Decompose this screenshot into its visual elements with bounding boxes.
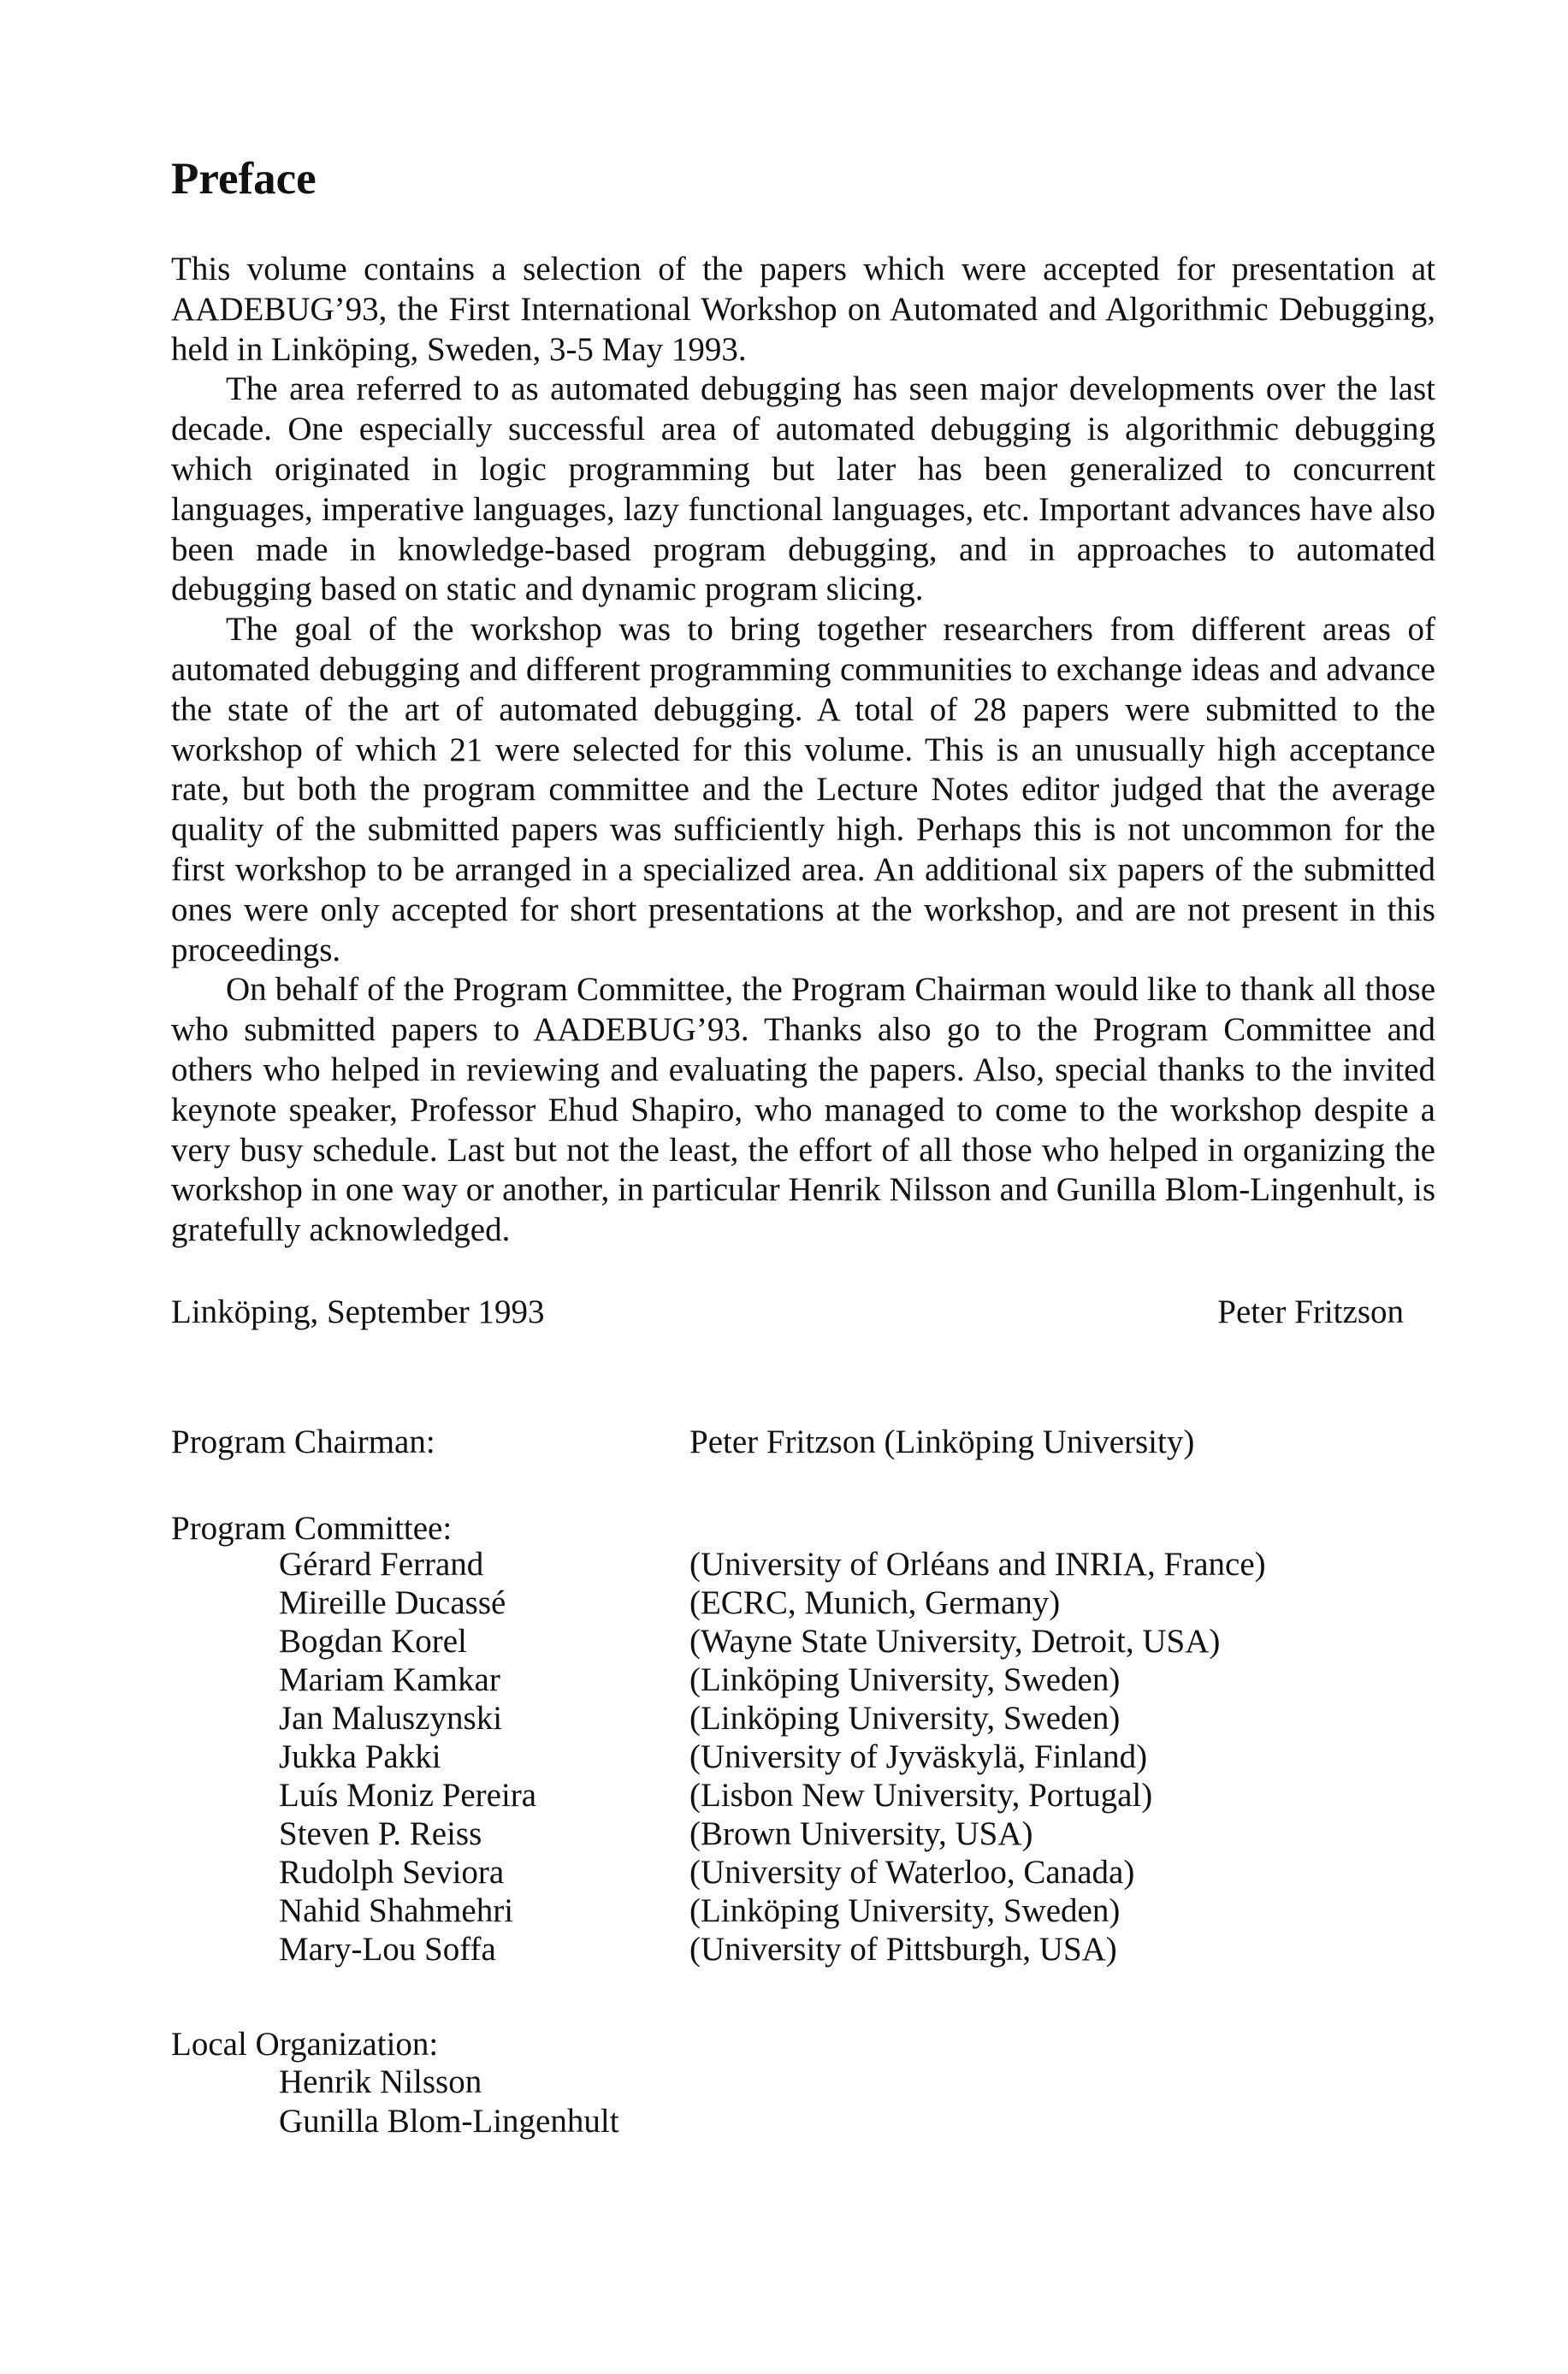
member-name: Mary-Lou Soffa bbox=[279, 1931, 496, 1968]
member-affiliation: (University of Pittsburgh, USA) bbox=[689, 1931, 1117, 1968]
local-organization-list bbox=[279, 2063, 619, 2141]
committee-member bbox=[279, 1622, 1528, 1661]
program-chairman-label: Program Chairman: bbox=[171, 1424, 435, 1460]
paragraph: This volume contains a selection of the papers which were accepted for presentation at AADEBUG’93, the First International Workshop on Automated and Algorithmic Debugging, held in Linköping, Sweden, 3-5 May 1993. bbox=[171, 251, 1435, 368]
committee-member bbox=[279, 1738, 1528, 1776]
committee-member bbox=[279, 1776, 1528, 1815]
member-name: Bogdan Korel bbox=[279, 1623, 467, 1660]
member-name: Nahid Shahmehri bbox=[279, 1892, 514, 1929]
member-name: Jukka Pakki bbox=[279, 1738, 441, 1775]
member-name: Gérard Ferrand bbox=[279, 1546, 484, 1583]
member-name: Jan Maluszynski bbox=[279, 1700, 503, 1737]
preface-body bbox=[171, 250, 1435, 1251]
committee-member bbox=[279, 1584, 1528, 1622]
committee-member bbox=[279, 1892, 1528, 1930]
committee-member bbox=[279, 1661, 1528, 1699]
member-name: Rudolph Seviora bbox=[279, 1854, 505, 1891]
page-title: Preface bbox=[171, 154, 317, 204]
member-affiliation: (Lisbon New University, Portugal) bbox=[689, 1777, 1153, 1814]
member-affiliation: (University of Orléans and INRIA, France) bbox=[689, 1546, 1266, 1583]
local-organization-label: Local Organization: bbox=[171, 2026, 439, 2063]
member-affiliation: (Brown University, USA) bbox=[689, 1815, 1033, 1852]
member-affiliation: (Linköping University, Sweden) bbox=[689, 1892, 1121, 1929]
member-affiliation: (University of Jyväskylä, Finland) bbox=[689, 1738, 1148, 1775]
member-affiliation: (Linköping University, Sweden) bbox=[689, 1700, 1121, 1737]
committee-member bbox=[279, 1930, 1528, 1968]
program-committee-list bbox=[279, 1545, 1528, 1968]
member-name: Luís Moniz Pereira bbox=[279, 1777, 537, 1814]
committee-member bbox=[279, 1545, 1528, 1584]
local-organizer: Gunilla Blom-Lingenhult bbox=[279, 2103, 619, 2140]
program-committee-label: Program Committee: bbox=[171, 1510, 453, 1547]
signature-place-date: Linköping, September 1993 bbox=[171, 1294, 545, 1330]
program-chairman-value: Peter Fritzson (Linköping University) bbox=[689, 1424, 1195, 1460]
committee-member bbox=[279, 1815, 1528, 1853]
paragraph: On behalf of the Program Committee, the Program Chairman would like to thank all those who submitted papers to AADEBUG’93. Thanks also go to the Program Committee and others who helped in reviewing and evaluating the papers. Also, special thanks to the invited keynote speaker, Professor Ehud Shapiro, who managed to come to the workshop despite a very busy schedule. Last but not the least, the effort of all those who helped in organizing the workshop in one way or another, in particular Henrik Nilsson and Gunilla Blom-Lingenhult, is gratefully acknowledged. bbox=[171, 971, 1435, 1249]
member-name: Mariam Kamkar bbox=[279, 1661, 500, 1698]
committee-member bbox=[279, 1699, 1528, 1738]
member-affiliation: (University of Waterloo, Canada) bbox=[689, 1854, 1135, 1891]
member-affiliation: (ECRC, Munich, Germany) bbox=[689, 1584, 1061, 1621]
paragraph: The goal of the workshop was to bring together researchers from different areas of automated debugging and different programming communities to exchange ideas and advance the state of the art of automated debugging. A total of 28 papers were submitted to the workshop of which 21 were selected for this volume. This is an unusually high acceptance rate, but both the program committee and the Lecture Notes editor judged that the average quality of the submitted papers was sufficiently high. Perhaps this is not uncommon for the first workshop to be arranged in a specialized area. An additional six papers of the submitted ones were only accepted for short presentations at the workshop, and are not present in this proceedings. bbox=[171, 611, 1435, 968]
member-name: Steven P. Reiss bbox=[279, 1815, 482, 1852]
member-affiliation: (Wayne State University, Detroit, USA) bbox=[689, 1623, 1221, 1660]
member-affiliation: (Linköping University, Sweden) bbox=[689, 1661, 1121, 1698]
member-name: Mireille Ducassé bbox=[279, 1584, 506, 1621]
signature-name: Peter Fritzson bbox=[1217, 1294, 1404, 1330]
paragraph: The area referred to as automated debugging has seen major developments over the last decade. One especially successful area of automated debugging is algorithmic debugging which originated in logic programming but later has been generalized to concurrent languages, imperative languages, lazy functional languages, etc. Important advances have also been made in knowledge-based program debugging, and in approaches to automated debugging based on static and dynamic program slicing. bbox=[171, 370, 1435, 608]
committee-member bbox=[279, 1853, 1528, 1892]
local-organizer: Henrik Nilsson bbox=[279, 2063, 482, 2100]
